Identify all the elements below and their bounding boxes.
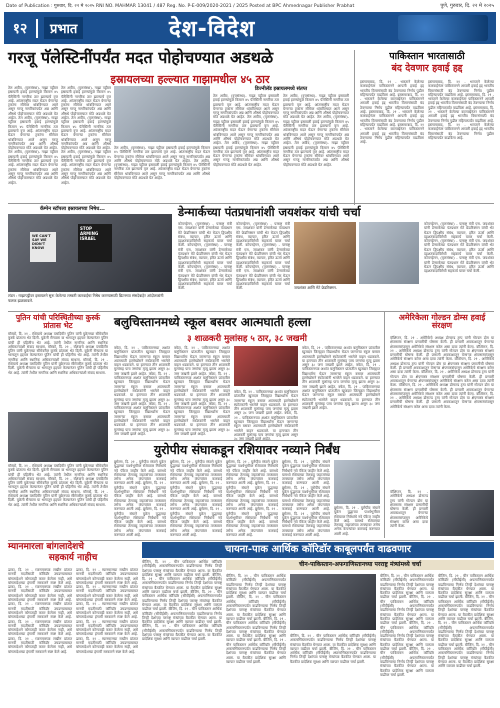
denmark-text-col3: कोपनहेगन, (वृत्तसंस्था) - परराष्ट्र मंत्री एस. जयशंकर यांनी डेन्मार्कच्या पंतप्रधान मेटे फ्रेडरिक्सन यांची भेट घेऊन द्विपक्षीय संबंध, व्यापार, हरित ऊर्जा आणि दहशतवादाविरोधी सहकार्य यावर चर्चा केली. कोपनहेगन, (वृत्तसंस्था) - परराष्ट्र मंत्री एस. जयशंकर यांनी डेन्मार्कच्या पंतप्रधान मेटे फ्रेडरिक्सन यांची भेट घेऊन द्विपक्षीय संबंध, व्यापार, हरित ऊर्जा आणि दहशतवादाविरोधी सहकार्य यावर चर्चा केली. कोपनहेगन, (वृत्तसंस्था) - परराष्ट्र मंत्री एस. जयशंकर यांनी डेन्मार्कच्या पंतप्रधान मेटे फ्रेडरिक्सन यांची भेट घेऊन द्विपक्षीय संबंध, व्यापार, हरित ऊर्जा आणि दहशतवादाविरोधी सहकार्य यावर चर्चा केली. xyxy=(424,222,494,274)
protest-caption-head: कॅम्पेन स्टॉपला इस्रायलच्या निषेध... xyxy=(40,206,105,212)
lead-text-col3: तेल अवीव, (वृत्तसंस्था)- गाझा पट्टीवर इस्रायली हवाई हल्ल्यांमुळे किमान ४५ पॅलेस्टिनी नागरिक ठार झाल्याचे वृत्त आहे. आंतरराष्ट्रीय मदत घेऊन येणाऱ्या ट्रकांना सीमेवर थांबविण्यात आले असून गरजू नागरिकांपर्यंत अन्न आणि औषधे पोहोचवण्यात मोठे अडथळे येत आहेत. तेल अवीव, (वृत्तसंस्था)- गाझा पट्टीवर इस्रायली हवाई हल्ल्यांमुळे किमान ४५ पॅलेस्टिनी नागरिक ठार झाल्याचे वृत्त आहे. आंतरराष्ट्रीय मदत घेऊन येणाऱ्या ट्रकांना सीमेवर थांबविण्यात आले असून गरजू नागरिकांपर्यंत अन्न आणि औषधे पोहोचवण्यात मोठे अडथळे येत आहेत. xyxy=(114,146,210,181)
frederiksen-photo xyxy=(359,222,419,284)
cpec-strip-subhead: चीन-पाकिस्तान-अफगाणिस्तानच्या परराष्ट्र मंत्र्यांमध्ये चर्चा xyxy=(226,560,494,570)
lead-subhead: इस्रायलच्या हल्ल्यात गाझामधील ४५ ठार xyxy=(110,73,270,86)
eu-text-col2: ब्रुसेल्स, दि. २१ - युरोपीय संघाने युक्रेन युद्धाच्या पार्श्वभूमीवर रशियावर निर्बंधांचे नवे पॅकेज जाहीर केले आहे. यामध्ये रशियाच्या तेलवाहू जहाजांच्या ताफ्यावर तसेच अनेक कंपन्यांवर कारवाई करण्यात आली आहे. ब्रुसेल्स, दि. २१ - युरोपीय संघाने युक्रेन युद्धाच्या पार्श्वभूमीवर रशियावर निर्बंधांचे नवे पॅकेज जाहीर केले आहे. यामध्ये रशियाच्या तेलवाहू जहाजांच्या ताफ्यावर तसेच अनेक कंपन्यांवर कारवाई करण्यात आली आहे. ब्रुसेल्स, दि. २१ - युरोपीय संघाने युक्रेन युद्धाच्या पार्श्वभूमीवर रशियावर निर्बंधांचे नवे पॅकेज जाहीर केले आहे. यामध्ये रशियाच्या तेलवाहू जहाजांच्या ताफ्यावर तसेच अनेक कंपन्यांवर कारवाई करण्यात आली आहे. xyxy=(170,460,222,538)
eu-flag-photo xyxy=(334,460,380,504)
placard-2: STOP ARMING ISRAEL xyxy=(78,224,112,262)
meta-text: Date of Publication : गुरुवार, दि. २२ मे २०२५ RNI NO. MAHMAR 13041 / 487 Reg. No. P-E-009/2020-2021 / 2025 Posted at BPC Ahmednagar Publisher Prabhat xyxy=(6,4,355,9)
section-divider xyxy=(114,440,380,441)
putin-text: मॉस्को, दि. २१ - रशियाचे अध्यक्ष व्लादिमीर पुतिन यांनी युक्रेनच्या सीमेवरील कुर्स्क प्रांताला भेट दिली. युक्रेनी सैन्याला या भागातून हद्दपार केल्यानंतर पुतिन यांची ही पहिलीच भेट आहे. त्यांनी तेथील नागरिक आणि स्थानिक अधिकाऱ्यांशी संवाद साधला. मॉस्को, दि. २१ - रशियाचे अध्यक्ष व्लादिमीर पुतिन यांनी युक्रेनच्या सीमेवरील कुर्स्क प्रांताला भेट दिली. युक्रेनी सैन्याला या भागातून हद्दपार केल्यानंतर पुतिन यांची ही पहिलीच भेट आहे. त्यांनी तेथील नागरिक आणि स्थानिक अधिकाऱ्यांशी संवाद साधला. मॉस्को, दि. २१ - रशियाचे अध्यक्ष व्लादिमीर पुतिन यांनी युक्रेनच्या सीमेवरील कुर्स्क प्रांताला भेट दिली. युक्रेनी सैन्याला या भागातून हद्दपार केल्यानंतर पुतिन यांची ही पहिलीच भेट आहे. त्यांनी तेथील नागरिक आणि स्थानिक अधिकाऱ्यांशी संवाद साधला. xyxy=(8,332,108,375)
page-number: १२ xyxy=(4,19,38,38)
denmark-text-col2: कोपनहेगन, (वृत्तसंस्था) - परराष्ट्र मंत्री एस. जयशंकर यांनी डेन्मार्कच्या पंतप्रधान मेटे फ्रेडरिक्सन यांची भेट घेऊन द्विपक्षीय संबंध, व्यापार, हरित ऊर्जा आणि दहशतवादाविरोधी सहकार्य यावर चर्चा केली. कोपनहेगन, (वृत्तसंस्था) - परराष्ट्र मंत्री एस. जयशंकर यांनी डेन्मार्कच्या पंतप्रधान मेटे फ्रेडरिक्सन यांची भेट घेऊन द्विपक्षीय संबंध, व्यापार, हरित ऊर्जा आणि दहशतवादाविरोधी सहकार्य यावर चर्चा केली. कोपनहेगन, (वृत्तसंस्था) - परराष्ट्र मंत्री एस. जयशंकर यांनी डेन्मार्कच्या पंतप्रधान मेटे फ्रेडरिक्सन यांची भेट घेऊन द्विपक्षीय संबंध, व्यापार, हरित ऊर्जा आणि दहशतवादाविरोधी सहकार्य यावर चर्चा केली. xyxy=(236,222,290,291)
section-divider xyxy=(8,203,494,204)
cpec-text-col2: बीजिंग, दि. २१ - चीन पाकिस्तान आर्थिक कॉरिडॉर (सीपीईसी) अफगाणिस्तानपर्यंत वाढविण्याचा निर्णय तिन्ही देशांच्या परराष्ट्र मंत्र्यांच्या बैठकीत घेण्यात आला. या बैठकीत प्रादेशिक सुरक्षा आणि व्यापार वाढीवर चर्चा झाली. बीजिंग, दि. २१ - चीन पाकिस्तान आर्थिक कॉरिडॉर (सीपीईसी) अफगाणिस्तानपर्यंत वाढविण्याचा निर्णय तिन्ही देशांच्या परराष्ट्र मंत्र्यांच्या बैठकीत घेण्यात आला. या बैठकीत प्रादेशिक सुरक्षा आणि व्यापार वाढीवर चर्चा झाली. बीजिंग, दि. २१ - चीन पाकिस्तान आर्थिक कॉरिडॉर (सीपीईसी) अफगाणिस्तानपर्यंत वाढविण्याचा निर्णय तिन्ही देशांच्या परराष्ट्र मंत्र्यांच्या बैठकीत घेण्यात आला. या बैठकीत प्रादेशिक सुरक्षा आणि व्यापार वाढीवर चर्चा झाली. बीजिंग, दि. २१ - चीन पाकिस्तान आर्थिक कॉरिडॉर (सीपीईसी) अफगाणिस्तानपर्यंत वाढविण्याचा निर्णय तिन्ही देशांच्या परराष्ट्र मंत्र्यांच्या बैठकीत घेण्यात आला. या बैठकीत प्रादेशिक सुरक्षा आणि व्यापार वाढीवर चर्चा झाली. xyxy=(226,574,286,664)
lead-text-col2: तेल अवीव, (वृत्तसंस्था)- गाझा पट्टीवर इस्रायली हवाई हल्ल्यांमुळे किमान ४५ पॅलेस्टिनी नागरिक ठार झाल्याचे वृत्त आहे. आंतरराष्ट्रीय मदत घेऊन येणाऱ्या ट्रकांना सीमेवर थांबविण्यात आले असून गरजू नागरिकांपर्यंत अन्न आणि औषधे पोहोचवण्यात मोठे अडथळे येत आहेत. तेल अवीव, (वृत्तसंस्था)- गाझा पट्टीवर इस्रायली हवाई हल्ल्यांमुळे किमान ४५ पॅलेस्टिनी नागरिक ठार झाल्याचे वृत्त आहे. आंतरराष्ट्रीय मदत घेऊन येणाऱ्या ट्रकांना सीमेवर थांबविण्यात आले असून गरजू नागरिकांपर्यंत अन्न आणि औषधे पोहोचवण्यात मोठे अडथळे येत आहेत. तेल अवीव, (वृत्तसंस्था)- गाझा पट्टीवर इस्रायली हवाई हल्ल्यांमुळे किमान ४५ पॅलेस्टिनी नागरिक ठार झाल्याचे वृत्त आहे. आंतरराष्ट्रीय मदत घेऊन येणाऱ्या ट्रकांना सीमेवर थांबविण्यात आले असून गरजू नागरिकांपर्यंत अन्न आणि औषधे पोहोचवण्यात मोठे अडथळे येत आहेत. xyxy=(61,86,111,185)
ministers-meeting-photo xyxy=(290,574,376,630)
baloch-subhead: ३ शाळकरी मुलांसह ५ ठार, ३८ जखमी xyxy=(187,334,307,344)
side-text-col2: तेल अवीव, (वृत्तसंस्था)- गाझा पट्टीवर इस्रायली हवाई हल्ल्यांमुळे किमान ४५ पॅलेस्टिनी नागरिक ठार झाल्याचे वृत्त आहे. आंतरराष्ट्रीय मदत घेऊन येणाऱ्या ट्रकांना सीमेवर थांबविण्यात आले असून गरजू नागरिकांपर्यंत अन्न आणि औषधे पोहोचवण्यात मोठे अडथळे येत आहेत. तेल अवीव, (वृत्तसंस्था)- गाझा पट्टीवर इस्रायली हवाई हल्ल्यांमुळे किमान ४५ पॅलेस्टिनी नागरिक ठार झाल्याचे वृत्त आहे. आंतरराष्ट्रीय मदत घेऊन येणाऱ्या ट्रकांना सीमेवर थांबविण्यात आले असून गरजू नागरिकांपर्यंत अन्न आणि औषधे पोहोचवण्यात मोठे अडथळे येत आहेत. तेल अवीव, (वृत्तसंस्था)- गाझा पट्टीवर इस्रायली हवाई हल्ल्यांमुळे किमान ४५ पॅलेस्टिनी नागरिक ठार झाल्याचे वृत्त आहे. आंतरराष्ट्रीय मदत घेऊन येणाऱ्या ट्रकांना सीमेवर थांबविण्यात आले असून गरजू नागरिकांपर्यंत अन्न आणि औषधे पोहोचवण्यात मोठे अडथळे येत आहेत. xyxy=(283,94,349,167)
section-divider xyxy=(8,311,494,312)
aid-trucks-photo xyxy=(114,86,210,142)
section-title: देश-विदेश xyxy=(169,17,256,42)
pak-headline-line1: पाकिस्तान भारतासाठी xyxy=(389,51,465,62)
myanmar-headline-line1: म्यानमारला बांगलादेशचे xyxy=(8,542,85,552)
cpec-text-col1: बीजिंग, दि. २१ - चीन पाकिस्तान आर्थिक कॉरिडॉर (सीपीईसी) अफगाणिस्तानपर्यंत वाढविण्याचा निर्णय तिन्ही देशांच्या परराष्ट्र मंत्र्यांच्या बैठकीत घेण्यात आला. या बैठकीत प्रादेशिक सुरक्षा आणि व्यापार वाढीवर चर्चा झाली. बीजिंग, दि. २१ - चीन पाकिस्तान आर्थिक कॉरिडॉर (सीपीईसी) अफगाणिस्तानपर्यंत वाढविण्याचा निर्णय तिन्ही देशांच्या परराष्ट्र मंत्र्यांच्या बैठकीत घेण्यात आला. या बैठकीत प्रादेशिक सुरक्षा आणि व्यापार वाढीवर चर्चा झाली. बीजिंग, दि. २१ - चीन पाकिस्तान आर्थिक कॉरिडॉर (सीपीईसी) अफगाणिस्तानपर्यंत वाढविण्याचा निर्णय तिन्ही देशांच्या परराष्ट्र मंत्र्यांच्या बैठकीत घेण्यात आला. या बैठकीत प्रादेशिक सुरक्षा आणि व्यापार वाढीवर चर्चा झाली. बीजिंग, दि. २१ - चीन पाकिस्तान आर्थिक कॉरिडॉर (सीपीईसी) अफगाणिस्तानपर्यंत वाढविण्याचा निर्णय तिन्ही देशांच्या परराष्ट्र मंत्र्यांच्या बैठकीत घेण्यात आला. या बैठकीत प्रादेशिक सुरक्षा आणि व्यापार वाढीवर चर्चा झाली. बीजिंग, दि. २१ - चीन पाकिस्तान आर्थिक कॉरिडॉर (सीपीईसी) अफगाणिस्तानपर्यंत वाढविण्याचा निर्णय तिन्ही देशांच्या परराष्ट्र मंत्र्यांच्या बैठकीत घेण्यात आला. या बैठकीत प्रादेशिक सुरक्षा आणि व्यापार वाढीवर चर्चा झाली. xyxy=(142,560,222,642)
protest-caption: लंडन : गाझापट्टीवर इस्रायलने सुरू केलेल्या लष्करी कारवाईचा निषेध करण्यासाठी ब्रिटनच्या संसदेबाहेर आंदोलकांनी फलक झळकावले. xyxy=(8,293,164,303)
baloch-text-col2: क्वेटा, दि. २१ - पाकिस्तानच्या अशांत बलुचिस्तान प्रांतातील खुजदार जिल्ह्यात विद्यार्थ्यांना घेऊन जाणाऱ्या स्कूल बसवर आत्मघाती हल्लेखोराने स्फोटकांनी भरलेले वाहन धडकवले. या हल्ल्यात तीन शाळकरी मुलांसह पाच जणांचा मृत्यू झाला असून ३८ जण जखमी झाले आहेत. क्वेटा, दि. २१ - पाकिस्तानच्या अशांत बलुचिस्तान प्रांतातील खुजदार जिल्ह्यात विद्यार्थ्यांना घेऊन जाणाऱ्या स्कूल बसवर आत्मघाती हल्लेखोराने स्फोटकांनी भरलेले वाहन धडकवले. या हल्ल्यात तीन शाळकरी मुलांसह पाच जणांचा मृत्यू झाला असून ३८ जण जखमी झाले आहेत. क्वेटा, दि. २१ - पाकिस्तानच्या अशांत बलुचिस्तान प्रांतातील खुजदार जिल्ह्यात विद्यार्थ्यांना घेऊन जाणाऱ्या स्कूल बसवर आत्मघाती हल्लेखोराने स्फोटकांनी भरलेले वाहन धडकवले. या हल्ल्यात तीन शाळकरी मुलांसह पाच जणांचा मृत्यू झाला असून ३८ जण जखमी झाले आहेत. xyxy=(174,346,230,436)
cpec-banner-headline: चायना-पाक आर्थिक कॉरिडॉर काबूलपर्यंत वाढवणार xyxy=(142,542,494,558)
denmark-headline: डेन्मार्कच्या पंतप्रधानांशी जयशंकर यांची चर्चा xyxy=(178,205,361,219)
protest-photo xyxy=(8,214,172,292)
edition-date: पुणे, गुरुवार, दि. २२ मे २०२५ xyxy=(440,3,494,9)
denmark-caption: जयशंकर आणि मेटे फ्रेडरिक्सन. xyxy=(294,285,337,290)
pak-text-col1: इस्लामाबाद, दि. २१ - भारताने केलेल्या कारवाईनंतर पाकिस्तानने आपली हवाई हद्द भारतीय विमानांसाठी बंद ठेवण्याचा निर्णय पुढील महिन्यापर्यंत वाढविला आहे. इस्लामाबाद, दि. २१ - भारताने केलेल्या कारवाईनंतर पाकिस्तानने आपली हवाई हद्द भारतीय विमानांसाठी बंद ठेवण्याचा निर्णय पुढील महिन्यापर्यंत वाढविला आहे. इस्लामाबाद, दि. २१ - भारताने केलेल्या कारवाईनंतर पाकिस्तानने आपली हवाई हद्द भारतीय विमानांसाठी बंद ठेवण्याचा निर्णय पुढील महिन्यापर्यंत वाढविला आहे. इस्लामाबाद, दि. २१ - भारताने केलेल्या कारवाईनंतर पाकिस्तानने आपली हवाई हद्द भारतीय विमानांसाठी बंद ठेवण्याचा निर्णय पुढील महिन्यापर्यंत वाढविला आहे. xyxy=(360,80,424,145)
cpec-text-col4: बीजिंग, दि. २१ - चीन पाकिस्तान आर्थिक कॉरिडॉर (सीपीईसी) अफगाणिस्तानपर्यंत वाढविण्याचा निर्णय तिन्ही देशांच्या परराष्ट्र मंत्र्यांच्या बैठकीत घेण्यात आला. या बैठकीत प्रादेशिक सुरक्षा आणि व्यापार वाढीवर चर्चा झाली. बीजिंग, दि. २१ - चीन पाकिस्तान आर्थिक कॉरिडॉर (सीपीईसी) अफगाणिस्तानपर्यंत वाढविण्याचा निर्णय तिन्ही देशांच्या परराष्ट्र मंत्र्यांच्या बैठकीत घेण्यात आला. या बैठकीत प्रादेशिक सुरक्षा आणि व्यापार वाढीवर चर्चा झाली. बीजिंग, दि. २१ - चीन पाकिस्तान आर्थिक कॉरिडॉर (सीपीईसी) अफगाणिस्तानपर्यंत वाढविण्याचा निर्णय तिन्ही देशांच्या परराष्ट्र मंत्र्यांच्या बैठकीत घेण्यात आला. या बैठकीत प्रादेशिक सुरक्षा आणि व्यापार वाढीवर चर्चा झाली. बीजिंग, दि. २१ - चीन पाकिस्तान आर्थिक कॉरिडॉर (सीपीईसी) अफगाणिस्तानपर्यंत वाढविण्याचा निर्णय तिन्ही देशांच्या परराष्ट्र मंत्र्यांच्या बैठकीत घेण्यात आला. या बैठकीत प्रादेशिक सुरक्षा आणि व्यापार वाढीवर चर्चा झाली. xyxy=(380,574,434,677)
cpec-text-col5: बीजिंग, दि. २१ - चीन पाकिस्तान आर्थिक कॉरिडॉर (सीपीईसी) अफगाणिस्तानपर्यंत वाढविण्याचा निर्णय तिन्ही देशांच्या परराष्ट्र मंत्र्यांच्या बैठकीत घेण्यात आला. या बैठकीत प्रादेशिक सुरक्षा आणि व्यापार वाढीवर चर्चा झाली. बीजिंग, दि. २१ - चीन पाकिस्तान आर्थिक कॉरिडॉर (सीपीईसी) अफगाणिस्तानपर्यंत वाढविण्याचा निर्णय तिन्ही देशांच्या परराष्ट्र मंत्र्यांच्या बैठकीत घेण्यात आला. या बैठकीत प्रादेशिक सुरक्षा आणि व्यापार वाढीवर चर्चा झाली. बीजिंग, दि. २१ - चीन पाकिस्तान आर्थिक कॉरिडॉर (सीपीईसी) अफगाणिस्तानपर्यंत वाढविण्याचा निर्णय तिन्ही देशांच्या परराष्ट्र मंत्र्यांच्या बैठकीत घेण्यात आला. या बैठकीत प्रादेशिक सुरक्षा आणि व्यापार वाढीवर चर्चा झाली. बीजिंग, दि. २१ - चीन पाकिस्तान आर्थिक कॉरिडॉर (सीपीईसी) अफगाणिस्तानपर्यंत वाढविण्याचा निर्णय तिन्ही देशांच्या परराष्ट्र मंत्र्यांच्या बैठकीत घेण्यात आला. या बैठकीत प्रादेशिक सुरक्षा आणि व्यापार वाढीवर चर्चा झाली. xyxy=(438,574,494,669)
jaishankar-photo xyxy=(294,222,356,284)
myanmar-text-col2: ढाका, दि. २१ - म्यानमारच्या राखीन प्रांतात मानवी मदतीसाठी कॉरिडॉर उघडण्याबाबत बांगलादेशने कोणताही करार केलेला नाही, असे बांगलादेशच्या हंगामी सरकारने स्पष्ट केले आहे. ढाका, दि. २१ - म्यानमारच्या राखीन प्रांतात मानवी मदतीसाठी कॉरिडॉर उघडण्याबाबत बांगलादेशने कोणताही करार केलेला नाही, असे बांगलादेशच्या हंगामी सरकारने स्पष्ट केले आहे. ढाका, दि. २१ - म्यानमारच्या राखीन प्रांतात मानवी मदतीसाठी कॉरिडॉर उघडण्याबाबत बांगलादेशने कोणताही करार केलेला नाही, असे बांगलादेशच्या हंगामी सरकारने स्पष्ट केले आहे. ढाका, दि. २१ - म्यानमारच्या राखीन प्रांतात मानवी मदतीसाठी कॉरिडॉर उघडण्याबाबत बांगलादेशने कोणताही करार केलेला नाही, असे बांगलादेशच्या हंगामी सरकारने स्पष्ट केले आहे. ढाका, दि. २१ - म्यानमारच्या राखीन प्रांतात मानवी मदतीसाठी कॉरिडॉर उघडण्याबाबत बांगलादेशने कोणताही करार केलेला नाही, असे बांगलादेशच्या हंगामी सरकारने स्पष्ट केले आहे. xyxy=(76,568,138,654)
golden-dome-headline: अमेरिकेला गोल्डन डोम्स हवाई संरक्षण xyxy=(398,313,486,331)
lead-headline: गरजू पॅलेस्टिनींपर्यंत मदत पोहोचण्यात अडथळे xyxy=(8,48,274,67)
side-head: डिज्नीलॅड इस्रायलमध्ये संतप्त xyxy=(254,86,308,92)
myanmar-headline-line2: सहकार्य नाहीच xyxy=(48,553,98,563)
bus-attack-photo xyxy=(234,346,298,386)
golden-dome-text-cont: वॉशिंग्टन, दि. २१ - अमेरिकेचे अध्यक्ष डोनाल्ड ट्रम्प यांनी गोल्डन डोम या क्षेपणास्त्र संरक्षण प्रणालीची घोषणा केली. ही प्रणाली अवकाशातून येणाऱ्या क्षेपणास्त्रांपासून अमेरिकेचे संरक्षण करेल असा दावा त्यांनी केला. xyxy=(390,490,428,529)
baloch-text-col1: क्वेटा, दि. २१ - पाकिस्तानच्या अशांत बलुचिस्तान प्रांतातील खुजदार जिल्ह्यात विद्यार्थ्यांना घेऊन जाणाऱ्या स्कूल बसवर आत्मघाती हल्लेखोराने स्फोटकांनी भरलेले वाहन धडकवले. या हल्ल्यात तीन शाळकरी मुलांसह पाच जणांचा मृत्यू झाला असून ३८ जण जखमी झाले आहेत. क्वेटा, दि. २१ - पाकिस्तानच्या अशांत बलुचिस्तान प्रांतातील खुजदार जिल्ह्यात विद्यार्थ्यांना घेऊन जाणाऱ्या स्कूल बसवर आत्मघाती हल्लेखोराने स्फोटकांनी भरलेले वाहन धडकवले. या हल्ल्यात तीन शाळकरी मुलांसह पाच जणांचा मृत्यू झाला असून ३८ जण जखमी झाले आहेत. क्वेटा, दि. २१ - पाकिस्तानच्या अशांत बलुचिस्तान प्रांतातील खुजदार जिल्ह्यात विद्यार्थ्यांना घेऊन जाणाऱ्या स्कूल बसवर आत्मघाती हल्लेखोराने स्फोटकांनी भरलेले वाहन धडकवले. या हल्ल्यात तीन शाळकरी मुलांसह पाच जणांचा मृत्यू झाला असून ३८ जण जखमी झाले आहेत. xyxy=(114,346,170,436)
trump-photo xyxy=(430,490,494,536)
baloch-text-col3: क्वेटा, दि. २१ - पाकिस्तानच्या अशांत बलुचिस्तान प्रांतातील खुजदार जिल्ह्यात विद्यार्थ्यांना घेऊन जाणाऱ्या स्कूल बसवर आत्मघाती हल्लेखोराने स्फोटकांनी भरलेले वाहन धडकवले. या हल्ल्यात तीन शाळकरी मुलांसह पाच जणांचा मृत्यू झाला असून ३८ जण जखमी झाले आहेत. क्वेटा, दि. २१ - पाकिस्तानच्या अशांत बलुचिस्तान प्रांतातील खुजदार जिल्ह्यात विद्यार्थ्यांना घेऊन जाणाऱ्या स्कूल बसवर आत्मघाती हल्लेखोराने स्फोटकांनी भरलेले वाहन धडकवले. या हल्ल्यात तीन शाळकरी मुलांसह पाच जणांचा मृत्यू झाला असून xyxy=(234,390,298,437)
globe-banner-image xyxy=(398,15,488,41)
golden-dome-text: वॉशिंग्टन, दि. २१ - अमेरिकेचे अध्यक्ष डोनाल्ड ट्रम्प यांनी गोल्डन डोम या क्षेपणास्त्र संरक्षण प्रणालीची घोषणा केली. ही प्रणाली अवकाशातून येणाऱ्या क्षेपणास्त्रांपासून अमेरिकेचे संरक्षण करेल असा दावा त्यांनी केला. वॉशिंग्टन, दि. २१ - अमेरिकेचे अध्यक्ष डोनाल्ड ट्रम्प यांनी गोल्डन डोम या क्षेपणास्त्र संरक्षण प्रणालीची घोषणा केली. ही प्रणाली अवकाशातून येणाऱ्या क्षेपणास्त्रांपासून अमेरिकेचे संरक्षण करेल असा दावा त्यांनी केला. वॉशिंग्टन, दि. २१ - अमेरिकेचे अध्यक्ष डोनाल्ड ट्रम्प यांनी गोल्डन डोम या क्षेपणास्त्र संरक्षण प्रणालीची घोषणा केली. ही प्रणाली अवकाशातून येणाऱ्या क्षेपणास्त्रांपासून अमेरिकेचे संरक्षण करेल असा दावा त्यांनी केला. वॉशिंग्टन, दि. २१ - अमेरिकेचे अध्यक्ष डोनाल्ड ट्रम्प यांनी गोल्डन डोम या क्षेपणास्त्र संरक्षण प्रणालीची घोषणा केली. ही प्रणाली अवकाशातून येणाऱ्या क्षेपणास्त्रांपासून अमेरिकेचे संरक्षण करेल असा दावा त्यांनी केला. वॉशिंग्टन, दि. २१ - अमेरिकेचे अध्यक्ष डोनाल्ड ट्रम्प यांनी गोल्डन डोम या क्षेपणास्त्र संरक्षण प्रणालीची घोषणा केली. ही प्रणाली अवकाशातून येणाऱ्या क्षेपणास्त्रांपासून अमेरिकेचे संरक्षण करेल असा दावा त्यांनी केला. वॉशिंग्टन, दि. २१ - अमेरिकेचे अध्यक्ष डोनाल्ड ट्रम्प यांनी गोल्डन डोम या क्षेपणास्त्र संरक्षण प्रणालीची घोषणा केली. ही प्रणाली अवकाशातून येणाऱ्या क्षेपणास्त्रांपासून अमेरिकेचे संरक्षण करेल असा दावा त्यांनी केला. xyxy=(390,336,495,409)
brand-logo: प्रभात xyxy=(44,17,83,39)
pak-text-col2: इस्लामाबाद, दि. २१ - भारताने केलेल्या कारवाईनंतर पाकिस्तानने आपली हवाई हद्द भारतीय विमानांसाठी बंद ठेवण्याचा निर्णय पुढील महिन्यापर्यंत वाढविला आहे. इस्लामाबाद, दि. २१ - भारताने केलेल्या कारवाईनंतर पाकिस्तानने आपली हवाई हद्द भारतीय विमानांसाठी बंद ठेवण्याचा निर्णय पुढील महिन्यापर्यंत वाढविला आहे. इस्लामाबाद, दि. २१ - भारताने केलेल्या कारवाईनंतर पाकिस्तानने आपली हवाई हद्द भारतीय विमानांसाठी बंद ठेवण्याचा निर्णय पुढील महिन्यापर्यंत वाढविला आहे. इस्लामाबाद, दि. २१ - भारताने केलेल्या कारवाईनंतर पाकिस्तानने आपली हवाई हद्द भारतीय विमानांसाठी बंद ठेवण्याचा निर्णय पुढील महिन्यापर्यंत वाढविला आहे. xyxy=(428,80,495,140)
putin-photo xyxy=(8,412,108,462)
myanmar-text-col1: ढाका, दि. २१ - म्यानमारच्या राखीन प्रांतात मानवी मदतीसाठी कॉरिडॉर उघडण्याबाबत बांगलादेशने कोणताही करार केलेला नाही, असे बांगलादेशच्या हंगामी सरकारने स्पष्ट केले आहे. ढाका, दि. २१ - म्यानमारच्या राखीन प्रांतात मानवी मदतीसाठी कॉरिडॉर उघडण्याबाबत बांगलादेशने कोणताही करार केलेला नाही, असे बांगलादेशच्या हंगामी सरकारने स्पष्ट केले आहे. ढाका, दि. २१ - म्यानमारच्या राखीन प्रांतात मानवी मदतीसाठी कॉरिडॉर उघडण्याबाबत बांगलादेशने कोणताही करार केलेला नाही, असे बांगलादेशच्या हंगामी सरकारने स्पष्ट केले आहे. ढाका, दि. २१ - म्यानमारच्या राखीन प्रांतात मानवी मदतीसाठी कॉरिडॉर उघडण्याबाबत बांगलादेशने कोणताही करार केलेला नाही, असे बांगलादेशच्या हंगामी सरकारने स्पष्ट केले आहे. ढाका, दि. २१ - म्यानमारच्या राखीन प्रांतात मानवी मदतीसाठी कॉरिडॉर उघडण्याबाबत बांगलादेशने कोणताही करार केलेला नाही, असे बांगलादेशच्या हंगामी सरकारने स्पष्ट केले आहे. xyxy=(8,568,72,654)
eu-text-col3: ब्रुसेल्स, दि. २१ - युरोपीय संघाने युक्रेन युद्धाच्या पार्श्वभूमीवर रशियावर निर्बंधांचे नवे पॅकेज जाहीर केले आहे. यामध्ये रशियाच्या तेलवाहू जहाजांच्या ताफ्यावर तसेच अनेक कंपन्यांवर कारवाई करण्यात आली आहे. ब्रुसेल्स, दि. २१ - युरोपीय संघाने युक्रेन युद्धाच्या पार्श्वभूमीवर रशियावर निर्बंधांचे नवे पॅकेज जाहीर केले आहे. यामध्ये रशियाच्या तेलवाहू जहाजांच्या ताफ्यावर तसेच अनेक कंपन्यांवर कारवाई करण्यात आली आहे. ब्रुसेल्स, दि. २१ - युरोपीय संघाने युक्रेन युद्धाच्या पार्श्वभूमीवर रशियावर निर्बंधांचे नवे पॅकेज जाहीर केले आहे. यामध्ये रशियाच्या तेलवाहू जहाजांच्या ताफ्यावर तसेच अनेक कंपन्यांवर कारवाई करण्यात आली आहे. xyxy=(226,460,278,538)
eu-text-col5: ब्रुसेल्स, दि. २१ - युरोपीय संघाने युक्रेन युद्धाच्या पार्श्वभूमीवर रशियावर निर्बंधांचे नवे पॅकेज जाहीर केले आहे. यामध्ये रशियाच्या तेलवाहू जहाजांच्या ताफ्यावर तसेच अनेक कंपन्यांवर कारवाई करण्यात आली आहे. xyxy=(334,506,380,536)
putin-headline: पुतिन यांची परिस्थितीच्या कुर्स्क प्रांतास भेट xyxy=(15,313,101,330)
lead-text-col1: तेल अवीव, (वृत्तसंस्था)- गाझा पट्टीवर इस्रायली हवाई हल्ल्यांमुळे किमान ४५ पॅलेस्टिनी नागरिक ठार झाल्याचे वृत्त आहे. आंतरराष्ट्रीय मदत घेऊन येणाऱ्या ट्रकांना सीमेवर थांबविण्यात आले असून गरजू नागरिकांपर्यंत अन्न आणि औषधे पोहोचवण्यात मोठे अडथळे येत आहेत. तेल अवीव, (वृत्तसंस्था)- गाझा पट्टीवर इस्रायली हवाई हल्ल्यांमुळे किमान ४५ पॅलेस्टिनी नागरिक ठार झाल्याचे वृत्त आहे. आंतरराष्ट्रीय मदत घेऊन येणाऱ्या ट्रकांना सीमेवर थांबविण्यात आले असून गरजू नागरिकांपर्यंत अन्न आणि औषधे पोहोचवण्यात मोठे अडथळे येत आहेत. तेल अवीव, (वृत्तसंस्था)- गाझा पट्टीवर इस्रायली हवाई हल्ल्यांमुळे किमान ४५ पॅलेस्टिनी नागरिक ठार झाल्याचे वृत्त आहे. आंतरराष्ट्रीय मदत घेऊन येणाऱ्या ट्रकांना सीमेवर थांबविण्यात आले असून गरजू नागरिकांपर्यंत अन्न आणि औषधे पोहोचवण्यात मोठे अडथळे येत आहेत. xyxy=(8,86,58,185)
eu-headline: युरोपीय संघाकडून रशियावर नव्याने निर्बंध xyxy=(154,442,340,457)
placard-1: WE CAN'T SAY WE DIDN'T KNOW xyxy=(30,232,56,262)
side-text-col1: तेल अवीव, (वृत्तसंस्था)- गाझा पट्टीवर इस्रायली हवाई हल्ल्यांमुळे किमान ४५ पॅलेस्टिनी नागरिक ठार झाल्याचे वृत्त आहे. आंतरराष्ट्रीय मदत घेऊन येणाऱ्या ट्रकांना सीमेवर थांबविण्यात आले असून गरजू नागरिकांपर्यंत अन्न आणि औषधे पोहोचवण्यात मोठे अडथळे येत आहेत. तेल अवीव, (वृत्तसंस्था)- गाझा पट्टीवर इस्रायली हवाई हल्ल्यांमुळे किमान ४५ पॅलेस्टिनी नागरिक ठार झाल्याचे वृत्त आहे. आंतरराष्ट्रीय मदत घेऊन येणाऱ्या ट्रकांना सीमेवर थांबविण्यात आले असून गरजू नागरिकांपर्यंत अन्न आणि औषधे पोहोचवण्यात मोठे अडथळे येत आहेत. तेल अवीव, (वृत्तसंस्था)- गाझा पट्टीवर इस्रायली हवाई हल्ल्यांमुळे किमान ४५ पॅलेस्टिनी नागरिक ठार झाल्याचे वृत्त आहे. आंतरराष्ट्रीय मदत घेऊन येणाऱ्या ट्रकांना सीमेवर थांबविण्यात आले असून गरजू नागरिकांपर्यंत अन्न आणि औषधे पोहोचवण्यात मोठे अडथळे येत आहेत. xyxy=(213,94,279,167)
eu-text-col1: ब्रुसेल्स, दि. २१ - युरोपीय संघाने युक्रेन युद्धाच्या पार्श्वभूमीवर रशियावर निर्बंधांचे नवे पॅकेज जाहीर केले आहे. यामध्ये रशियाच्या तेलवाहू जहाजांच्या ताफ्यावर तसेच अनेक कंपन्यांवर कारवाई करण्यात आली आहे. ब्रुसेल्स, दि. २१ - युरोपीय संघाने युक्रेन युद्धाच्या पार्श्वभूमीवर रशियावर निर्बंधांचे नवे पॅकेज जाहीर केले आहे. यामध्ये रशियाच्या तेलवाहू जहाजांच्या ताफ्यावर तसेच अनेक कंपन्यांवर कारवाई करण्यात आली आहे. ब्रुसेल्स, दि. २१ - युरोपीय संघाने युक्रेन युद्धाच्या पार्श्वभूमीवर रशियावर निर्बंधांचे नवे पॅकेज जाहीर केले आहे. यामध्ये रशियाच्या तेलवाहू जहाजांच्या ताफ्यावर तसेच अनेक कंपन्यांवर कारवाई करण्यात आली आहे. xyxy=(114,460,166,538)
cpec-text-col3: बीजिंग, दि. २१ - चीन पाकिस्तान आर्थिक कॉरिडॉर (सीपीईसी) अफगाणिस्तानपर्यंत वाढविण्याचा निर्णय तिन्ही देशांच्या परराष्ट्र मंत्र्यांच्या बैठकीत घेण्यात आला. या बैठकीत प्रादेशिक सुरक्षा आणि व्यापार वाढीवर चर्चा झाली. बीजिंग, दि. २१ - चीन पाकिस्तान आर्थिक कॉरिडॉर (सीपीईसी) अफगाणिस्तानपर्यंत वाढविण्याचा निर्णय तिन्ही देशांच्या परराष्ट्र मंत्र्यांच्या बैठकीत घेण्यात आला. या बैठकीत प्रादेशिक सुरक्षा आणि व्यापार वाढीवर चर्चा झाली. xyxy=(290,634,376,664)
column-divider xyxy=(384,312,385,538)
masthead xyxy=(4,12,496,44)
denmark-text-col1: कोपनहेगन, (वृत्तसंस्था) - परराष्ट्र मंत्री एस. जयशंकर यांनी डेन्मार्कच्या पंतप्रधान मेटे फ्रेडरिक्सन यांची भेट घेऊन द्विपक्षीय संबंध, व्यापार, हरित ऊर्जा आणि दहशतवादाविरोधी सहकार्य यावर चर्चा केली. कोपनहेगन, (वृत्तसंस्था) - परराष्ट्र मंत्री एस. जयशंकर यांनी डेन्मार्कच्या पंतप्रधान मेटे फ्रेडरिक्सन यांची भेट घेऊन द्विपक्षीय संबंध, व्यापार, हरित ऊर्जा आणि दहशतवादाविरोधी सहकार्य यावर चर्चा केली. कोपनहेगन, (वृत्तसंस्था) - परराष्ट्र मंत्री एस. जयशंकर यांनी डेन्मार्कच्या पंतप्रधान मेटे फ्रेडरिक्सन यांची भेट घेऊन द्विपक्षीय संबंध, व्यापार, हरित ऊर्जा आणि दहशतवादाविरोधी सहकार्य यावर चर्चा केली. xyxy=(178,222,232,291)
putin-text-cont: मॉस्को, दि. २१ - रशियाचे अध्यक्ष व्लादिमीर पुतिन यांनी युक्रेनच्या सीमेवरील कुर्स्क प्रांताला भेट दिली. युक्रेनी सैन्याला या भागातून हद्दपार केल्यानंतर पुतिन यांची ही पहिलीच भेट आहे. त्यांनी तेथील नागरिक आणि स्थानिक अधिकाऱ्यांशी संवाद साधला. मॉस्को, दि. २१ - रशियाचे अध्यक्ष व्लादिमीर पुतिन यांनी युक्रेनच्या सीमेवरील कुर्स्क प्रांताला भेट दिली. युक्रेनी सैन्याला या भागातून हद्दपार केल्यानंतर पुतिन यांची ही पहिलीच भेट आहे. त्यांनी तेथील नागरिक आणि स्थानिक अधिकाऱ्यांशी संवाद साधला. मॉस्को, दि. २१ - रशियाचे अध्यक्ष व्लादिमीर पुतिन यांनी युक्रेनच्या सीमेवरील कुर्स्क प्रांताला भेट दिली. युक्रेनी सैन्याला या भागातून हद्दपार केल्यानंतर पुतिन यांची ही पहिलीच भेट आहे. त्यांनी तेथील नागरिक आणि स्थानिक अधिकाऱ्यांशी संवाद साधला. xyxy=(8,464,108,507)
section-divider xyxy=(8,540,494,541)
baloch-text-col4: क्वेटा, दि. २१ - पाकिस्तानच्या अशांत बलुचिस्तान प्रांतातील खुजदार जिल्ह्यात विद्यार्थ्यांना घेऊन जाणाऱ्या स्कूल बसवर आत्मघाती हल्लेखोराने स्फोटकांनी भरलेले वाहन धडकवले. या हल्ल्यात तीन शाळकरी मुलांसह पाच जणांचा मृत्यू झाला असून ३८ जण जखमी झाले आहेत. क्वेटा, दि. २१ - पाकिस्तानच्या अशांत बलुचिस्तान प्रांतातील खुजदार जिल्ह्यात विद्यार्थ्यांना घेऊन जाणाऱ्या स्कूल बसवर आत्मघाती हल्लेखोराने स्फोटकांनी भरलेले वाहन धडकवले. या हल्ल्यात तीन शाळकरी मुलांसह पाच जणांचा मृत्यू झाला असून ३८ जण जखमी झाले आहेत. क्वेटा, दि. २१ - पाकिस्तानच्या अशांत बलुचिस्तान प्रांतातील खुजदार जिल्ह्यात विद्यार्थ्यांना घेऊन जाणाऱ्या स्कूल बसवर आत्मघाती हल्लेखोराने स्फोटकांनी भरलेले वाहन धडकवले. या हल्ल्यात तीन शाळकरी मुलांसह पाच जणांचा मृत्यू झाला असून ३८ जण जखमी झाले आहेत. xyxy=(302,346,380,411)
pak-headline-line2: बंद देवणार हवाई हद्द xyxy=(391,63,463,74)
baloch-headline: बलुचिस्तानमध्ये स्कूल बसवर आत्मघाती हल्ला xyxy=(114,315,311,329)
column-divider xyxy=(354,50,355,205)
eu-text-col4: ब्रुसेल्स, दि. २१ - युरोपीय संघाने युक्रेन युद्धाच्या पार्श्वभूमीवर रशियावर निर्बंधांचे नवे पॅकेज जाहीर केले आहे. यामध्ये रशियाच्या तेलवाहू जहाजांच्या ताफ्यावर तसेच अनेक कंपन्यांवर कारवाई करण्यात आली आहे. ब्रुसेल्स, दि. २१ - युरोपीय संघाने युक्रेन युद्धाच्या पार्श्वभूमीवर रशियावर निर्बंधांचे नवे पॅकेज जाहीर केले आहे. यामध्ये रशियाच्या तेलवाहू जहाजांच्या ताफ्यावर तसेच अनेक कंपन्यांवर कारवाई करण्यात आली आहे. ब्रुसेल्स, दि. २१ - युरोपीय संघाने युक्रेन युद्धाच्या पार्श्वभूमीवर रशियावर निर्बंधांचे नवे पॅकेज जाहीर केले आहे. यामध्ये रशियाच्या तेलवाहू जहाजांच्या ताफ्यावर तसेच अनेक कंपन्यांवर कारवाई करण्यात आली आहे. xyxy=(282,460,330,538)
publication-meta xyxy=(6,3,494,12)
